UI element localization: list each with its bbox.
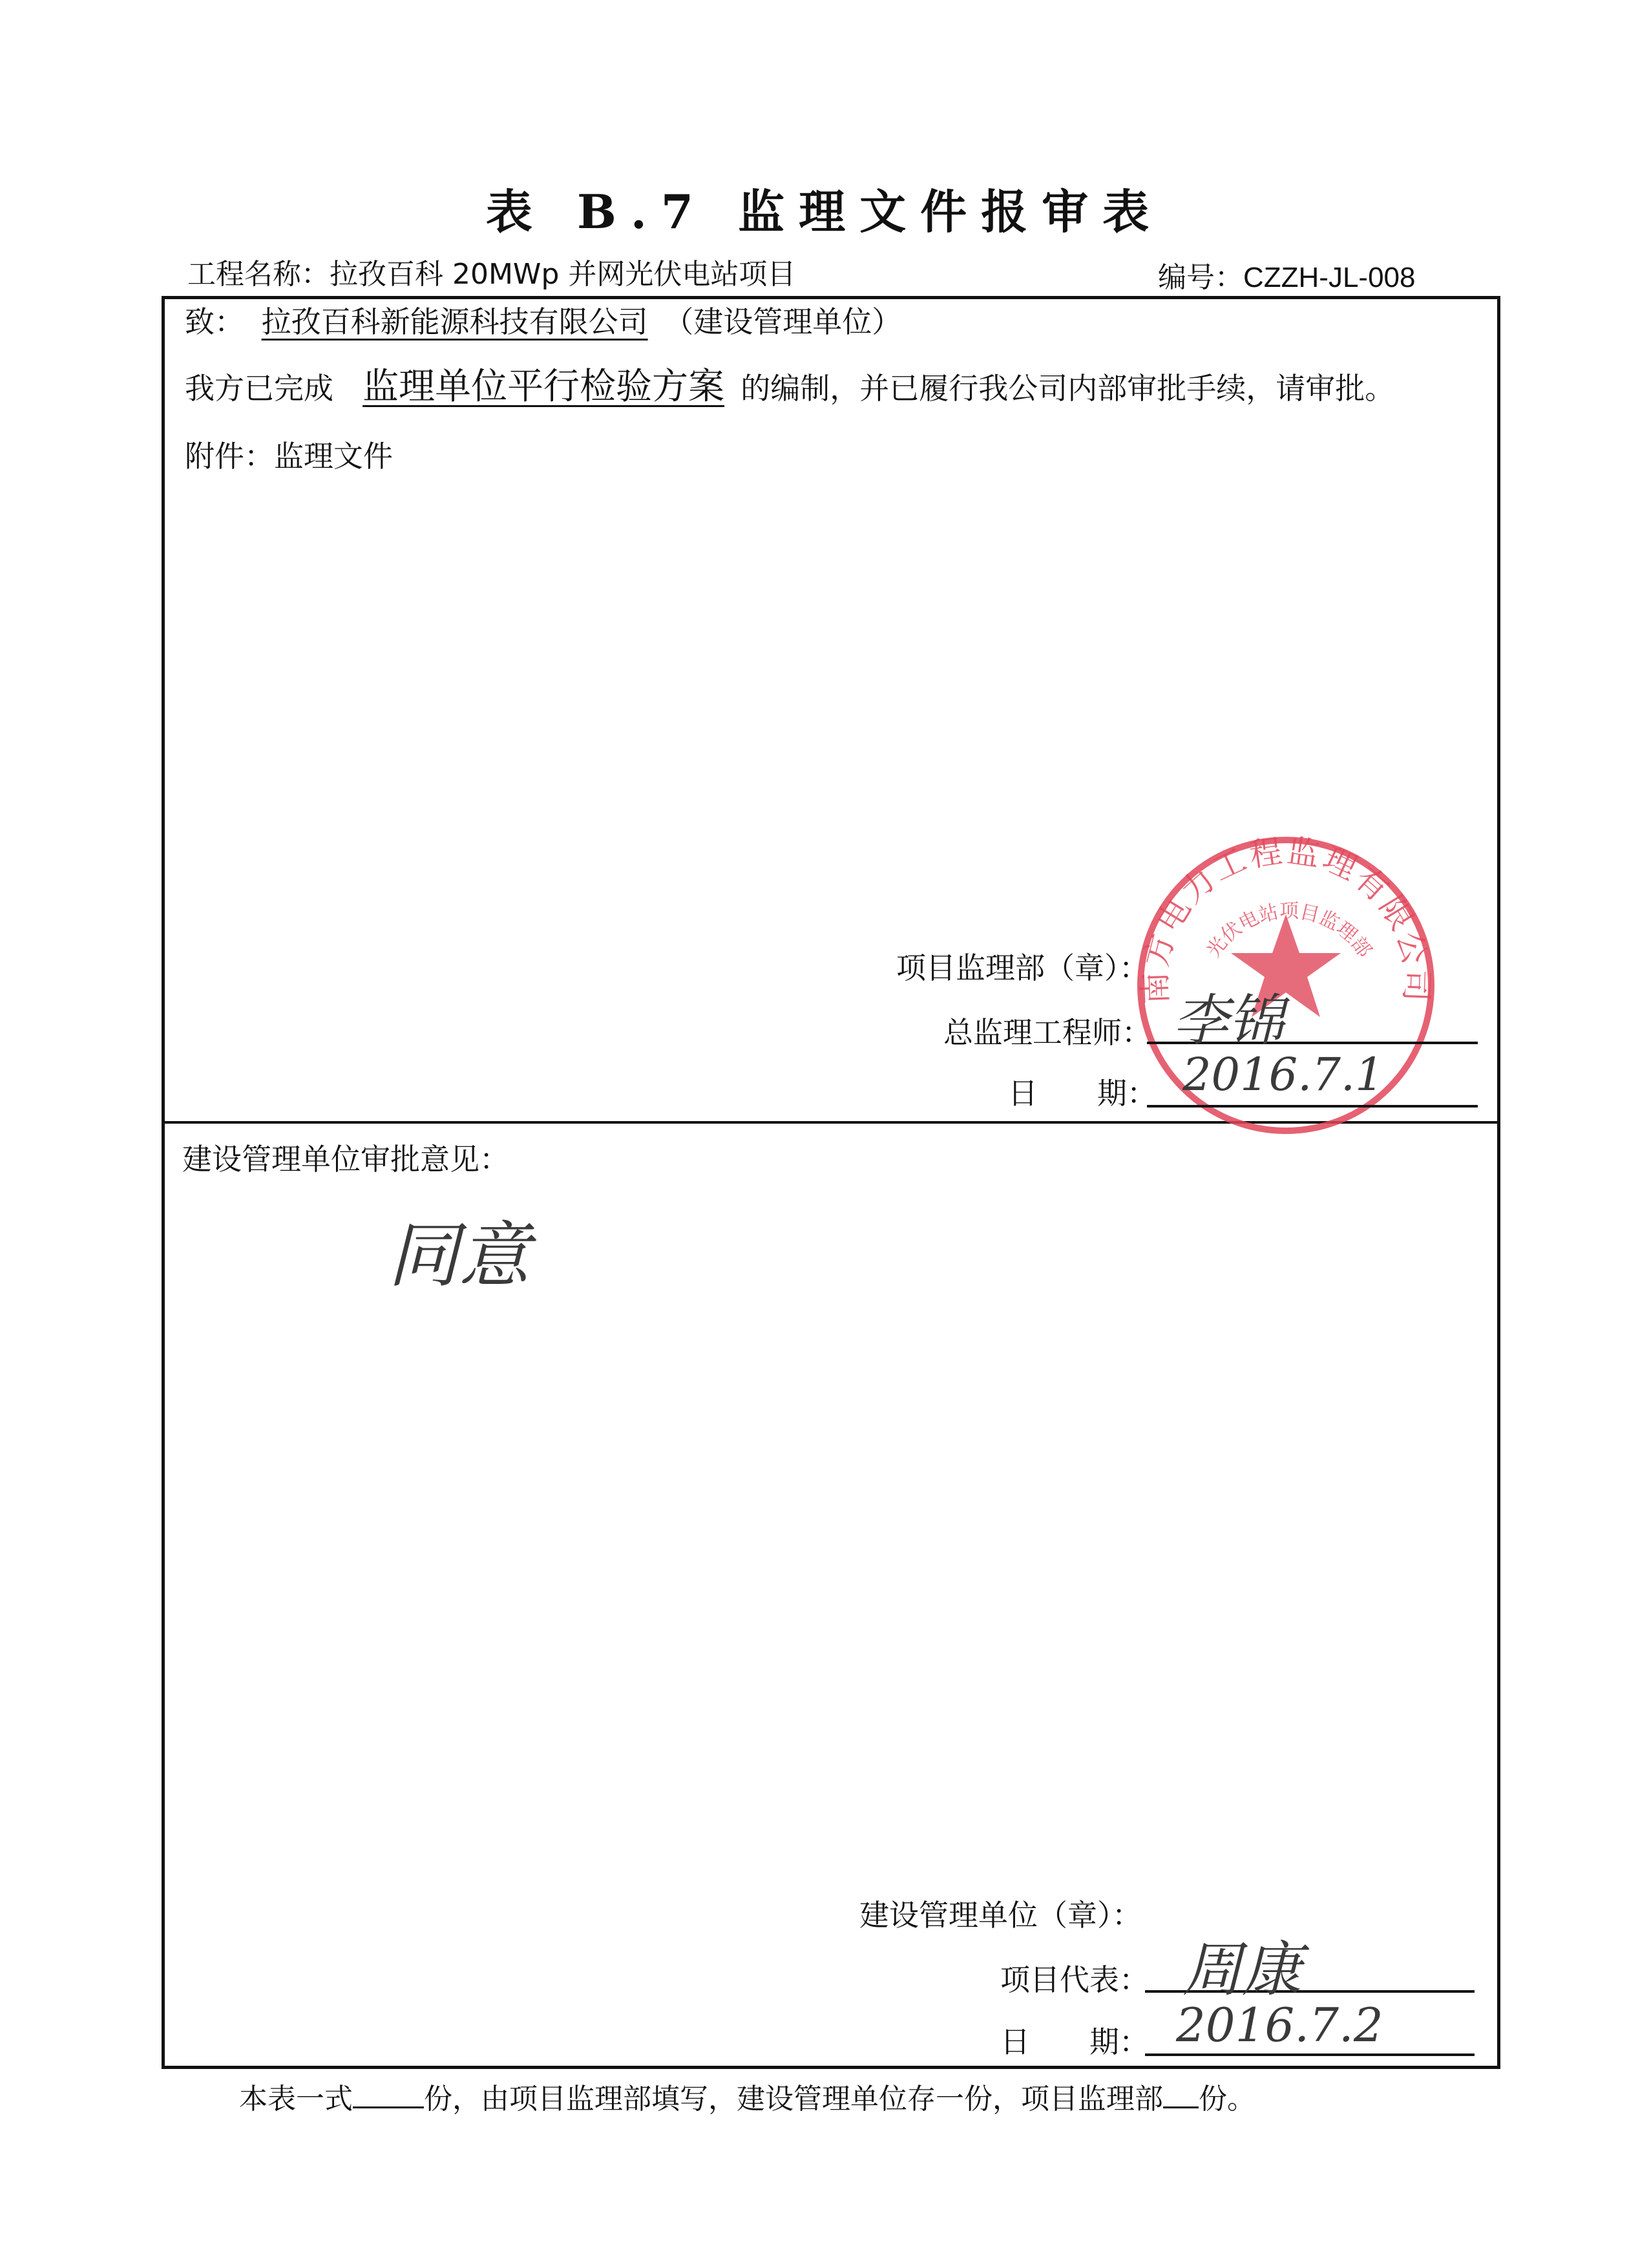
to-label: 致： <box>185 304 244 339</box>
footer-part2: 份，由项目监理部填写，建设管理单位存一份，项目监理部 <box>424 2083 1163 2116</box>
form-frame <box>162 296 1500 2069</box>
stamp-inner-text: 光伏电站项目监理部 <box>1202 900 1376 962</box>
completed-prefix: 我方已完成 <box>185 371 333 406</box>
attachment: 附件：监理文件 <box>185 439 393 474</box>
document-name: 监理单位平行检验方案 <box>362 366 725 408</box>
number-label: 编号： <box>1158 261 1243 294</box>
project-label: 工程名称： <box>187 258 330 291</box>
footer-note <box>239 2075 1255 2117</box>
completion-statement <box>185 358 1394 410</box>
opinion-text: 同意 <box>388 1214 530 1297</box>
date-value-2: 2016.7.2 <box>1176 1998 1383 2052</box>
date-label-2: 日 期： <box>1000 2024 1149 2059</box>
recipient-row <box>185 299 901 341</box>
date-line-1 <box>1147 1105 1478 1108</box>
chief-engineer-label: 总监理工程师： <box>943 1015 1151 1050</box>
recipient-unit: 拉孜百科新能源科技有限公司 <box>261 304 648 339</box>
footer-part1: 本表一式 <box>239 2083 353 2116</box>
supervision-copies-blank <box>1163 2081 1199 2108</box>
number-row <box>1158 254 1416 295</box>
owner-unit-label: 建设管理单位（章）： <box>859 1898 1142 1933</box>
project-name-row <box>187 251 795 292</box>
copies-blank <box>353 2081 424 2108</box>
project-rep-signature: 周康 <box>1182 1935 1302 2004</box>
date-value-1: 2016.7.1 <box>1182 1048 1384 1101</box>
recipient-role: （建设管理单位） <box>664 304 902 339</box>
document-title: 表 B.7 监理文件报审表 <box>485 184 1164 239</box>
date-label-1: 日 期： <box>1008 1076 1157 1111</box>
date-line-2 <box>1145 2053 1475 2056</box>
supervision-dept-label: 项目监理部（章）： <box>896 950 1149 985</box>
chief-engineer-signature: 李锦 <box>1173 989 1284 1053</box>
project-rep-label: 项目代表： <box>1000 1962 1149 1997</box>
completed-suffix: 的编制，并已履行我公司内部审批手续，请审批。 <box>740 371 1395 406</box>
document-number: CZZH-JL-008 <box>1243 262 1416 293</box>
stamp-text: 南方电力工程监理有限公司 <box>1136 832 1436 1005</box>
opinion-label: 建设管理单位审批意见： <box>182 1142 509 1177</box>
footer-part3: 份。 <box>1199 2083 1255 2116</box>
project-name: 拉孜百科 20MWp 并网光伏电站项目 <box>330 258 796 291</box>
